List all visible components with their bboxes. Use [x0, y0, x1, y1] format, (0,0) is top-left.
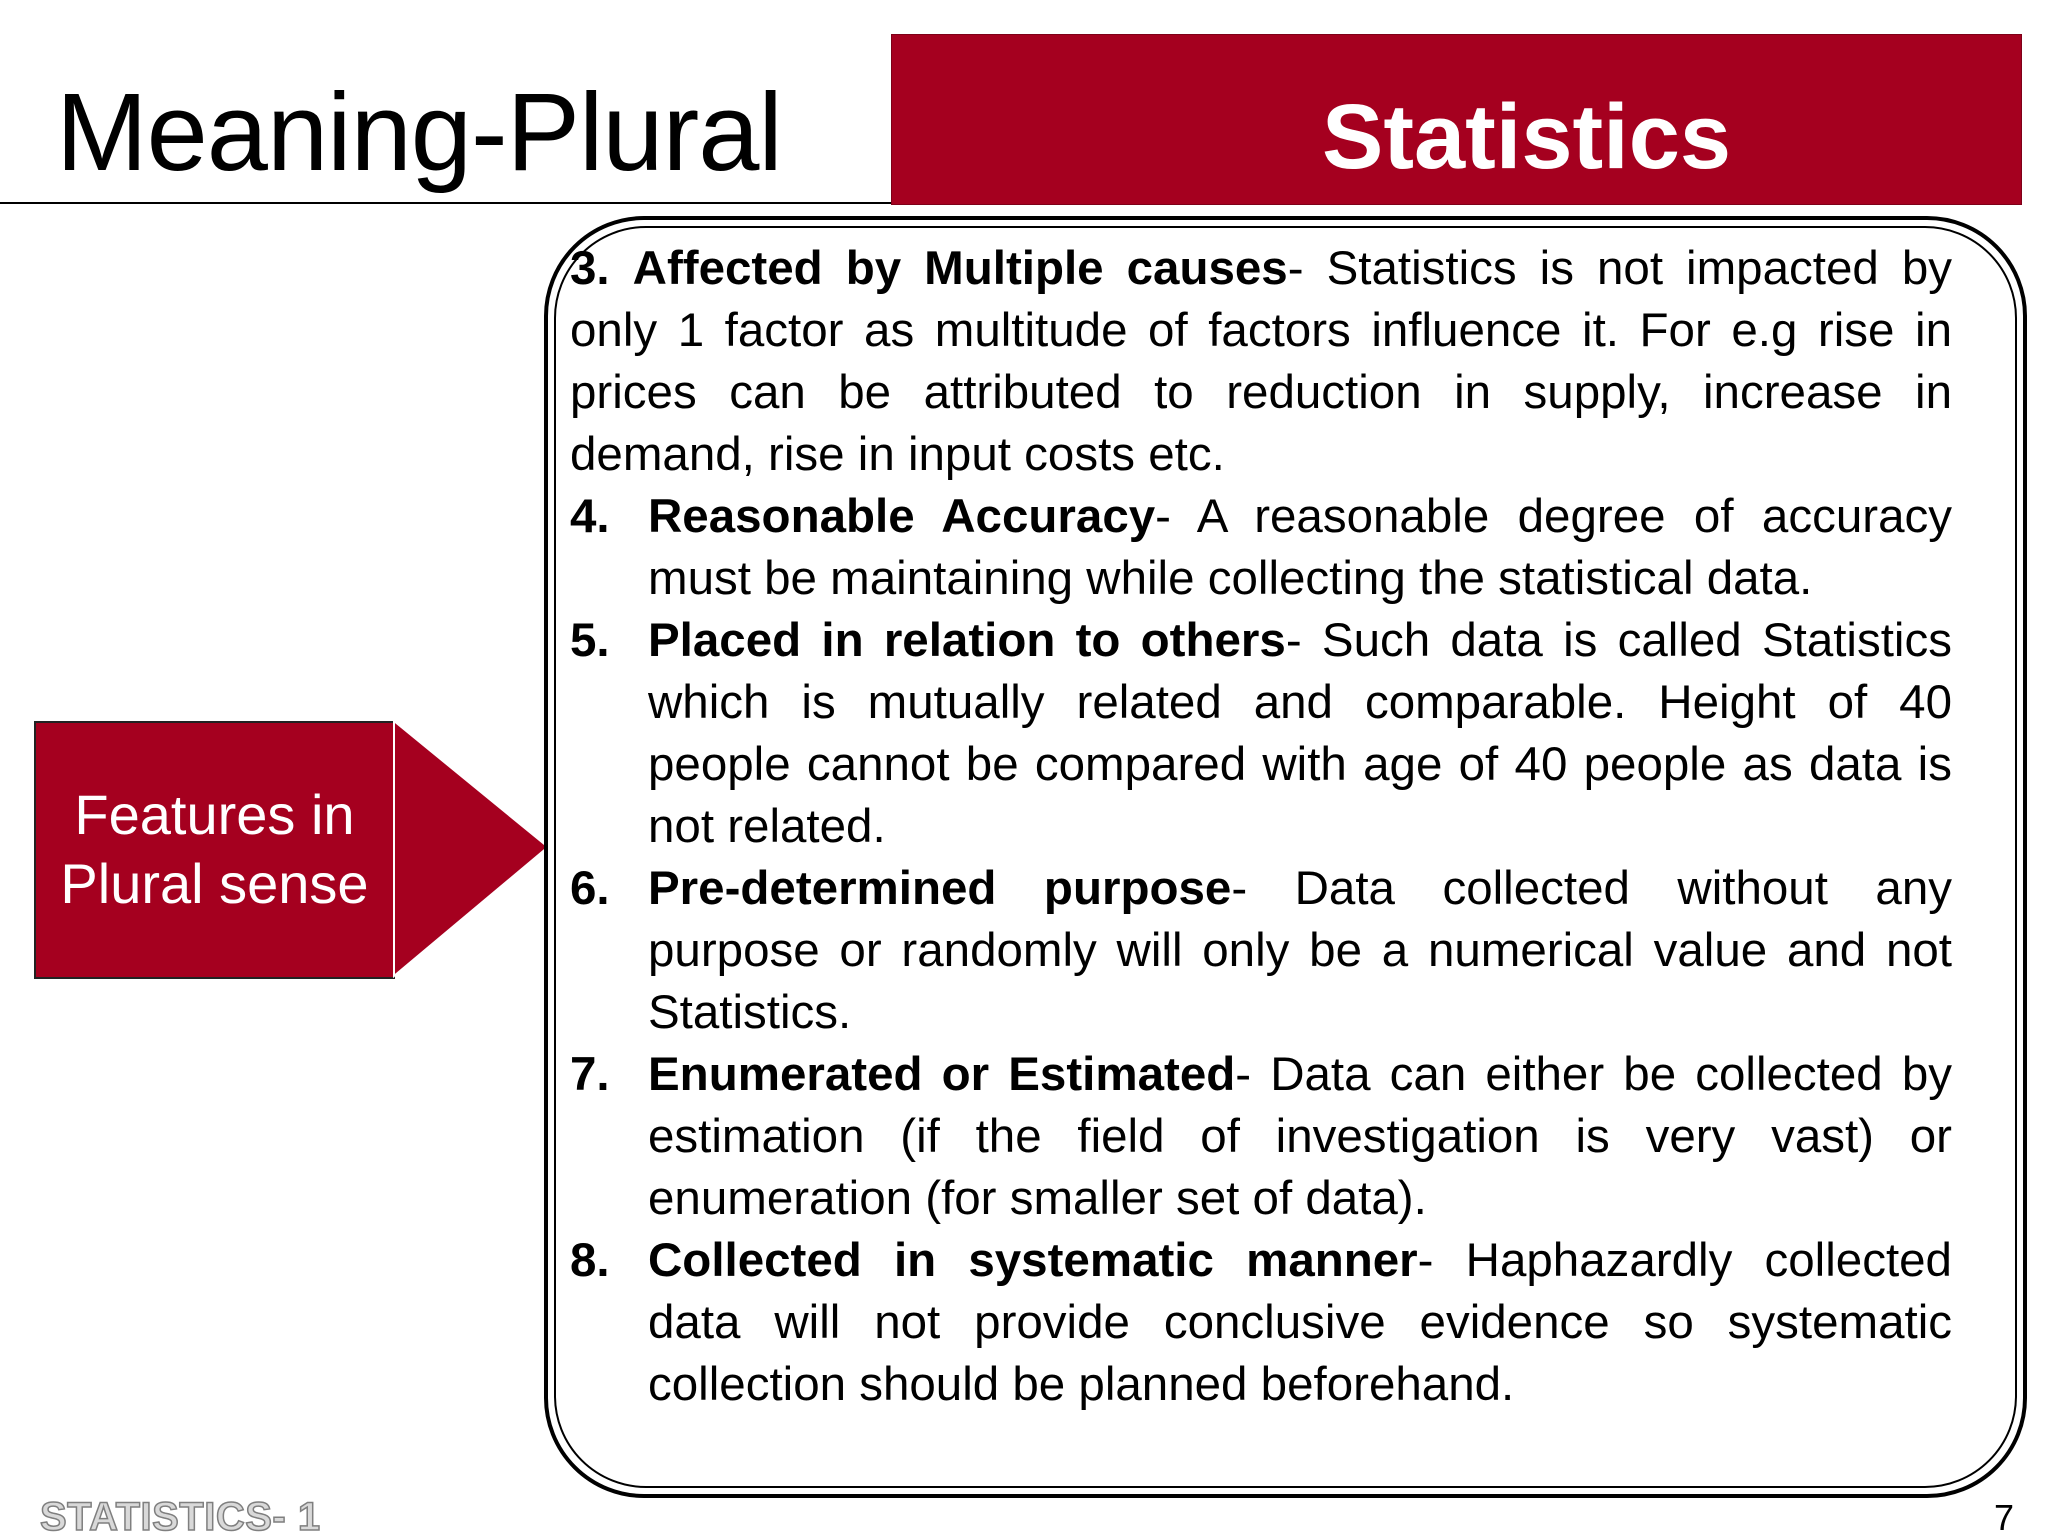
feature-5-number: 5. — [570, 614, 610, 667]
header-banner — [891, 34, 2022, 205]
footer-course-label: STATISTICS- 1 — [40, 1495, 321, 1539]
feature-7-number: 7. — [570, 1048, 610, 1101]
feature-4-text: - A reasonable degree of accuracy must be maintaining while collecting the statistical data. — [648, 490, 1952, 605]
callout-arrow — [393, 720, 553, 980]
feature-4-number: 4. — [570, 490, 610, 543]
slide-title: Meaning-Plural — [56, 71, 782, 194]
feature-3-number: 3. — [570, 242, 610, 295]
feature-item-3 — [570, 238, 1952, 486]
title-underline — [0, 202, 895, 204]
feature-item-8 — [570, 1230, 1952, 1416]
feature-item-7 — [570, 1044, 1952, 1230]
feature-5-text: - Such data is called Statistics which is mutually related and comparable. Height of 40 people cannot be compared with age of 40 people as data is not related. — [648, 614, 1952, 853]
feature-item-6 — [570, 858, 1952, 1044]
features-callout-label: Features in Plural sense — [60, 783, 369, 915]
feature-8-heading: Collected in systematic manner — [648, 1234, 1418, 1287]
feature-3-heading: Affected by Multiple causes — [632, 242, 1288, 295]
feature-item-5 — [570, 610, 1952, 858]
feature-7-heading: Enumerated or Estimated — [648, 1048, 1236, 1101]
feature-6-text: - Data collected without any purpose or randomly will only be a numerical value and not Statistics. — [648, 862, 1952, 1039]
feature-8-number: 8. — [570, 1234, 610, 1287]
feature-8-text: - Haphazardly collected data will not provide conclusive evidence so systematic collection should be planned beforehand. — [648, 1234, 1952, 1411]
feature-7-text: - Data can either be collected by estimation (if the field of investigation is very vast) or enumeration (for smaller set of data). — [648, 1048, 1952, 1225]
header-banner-label: Statistics — [1321, 86, 1732, 188]
feature-5-heading: Placed in relation to others — [648, 614, 1286, 667]
feature-item-4 — [570, 486, 1952, 610]
feature-6-heading: Pre-determined purpose — [648, 862, 1232, 915]
features-list — [570, 238, 1952, 1416]
page-number: 7 — [1993, 1497, 2014, 1538]
feature-3-text: - Statistics is not impacted by only 1 factor as multitude of factors influence it. For e.g rise in prices can be attributed to reduction in supply, increase in demand, rise in input costs etc. — [570, 242, 1952, 481]
features-callout-box — [34, 721, 395, 979]
feature-6-number: 6. — [570, 862, 610, 915]
feature-4-heading: Reasonable Accuracy — [648, 490, 1156, 543]
